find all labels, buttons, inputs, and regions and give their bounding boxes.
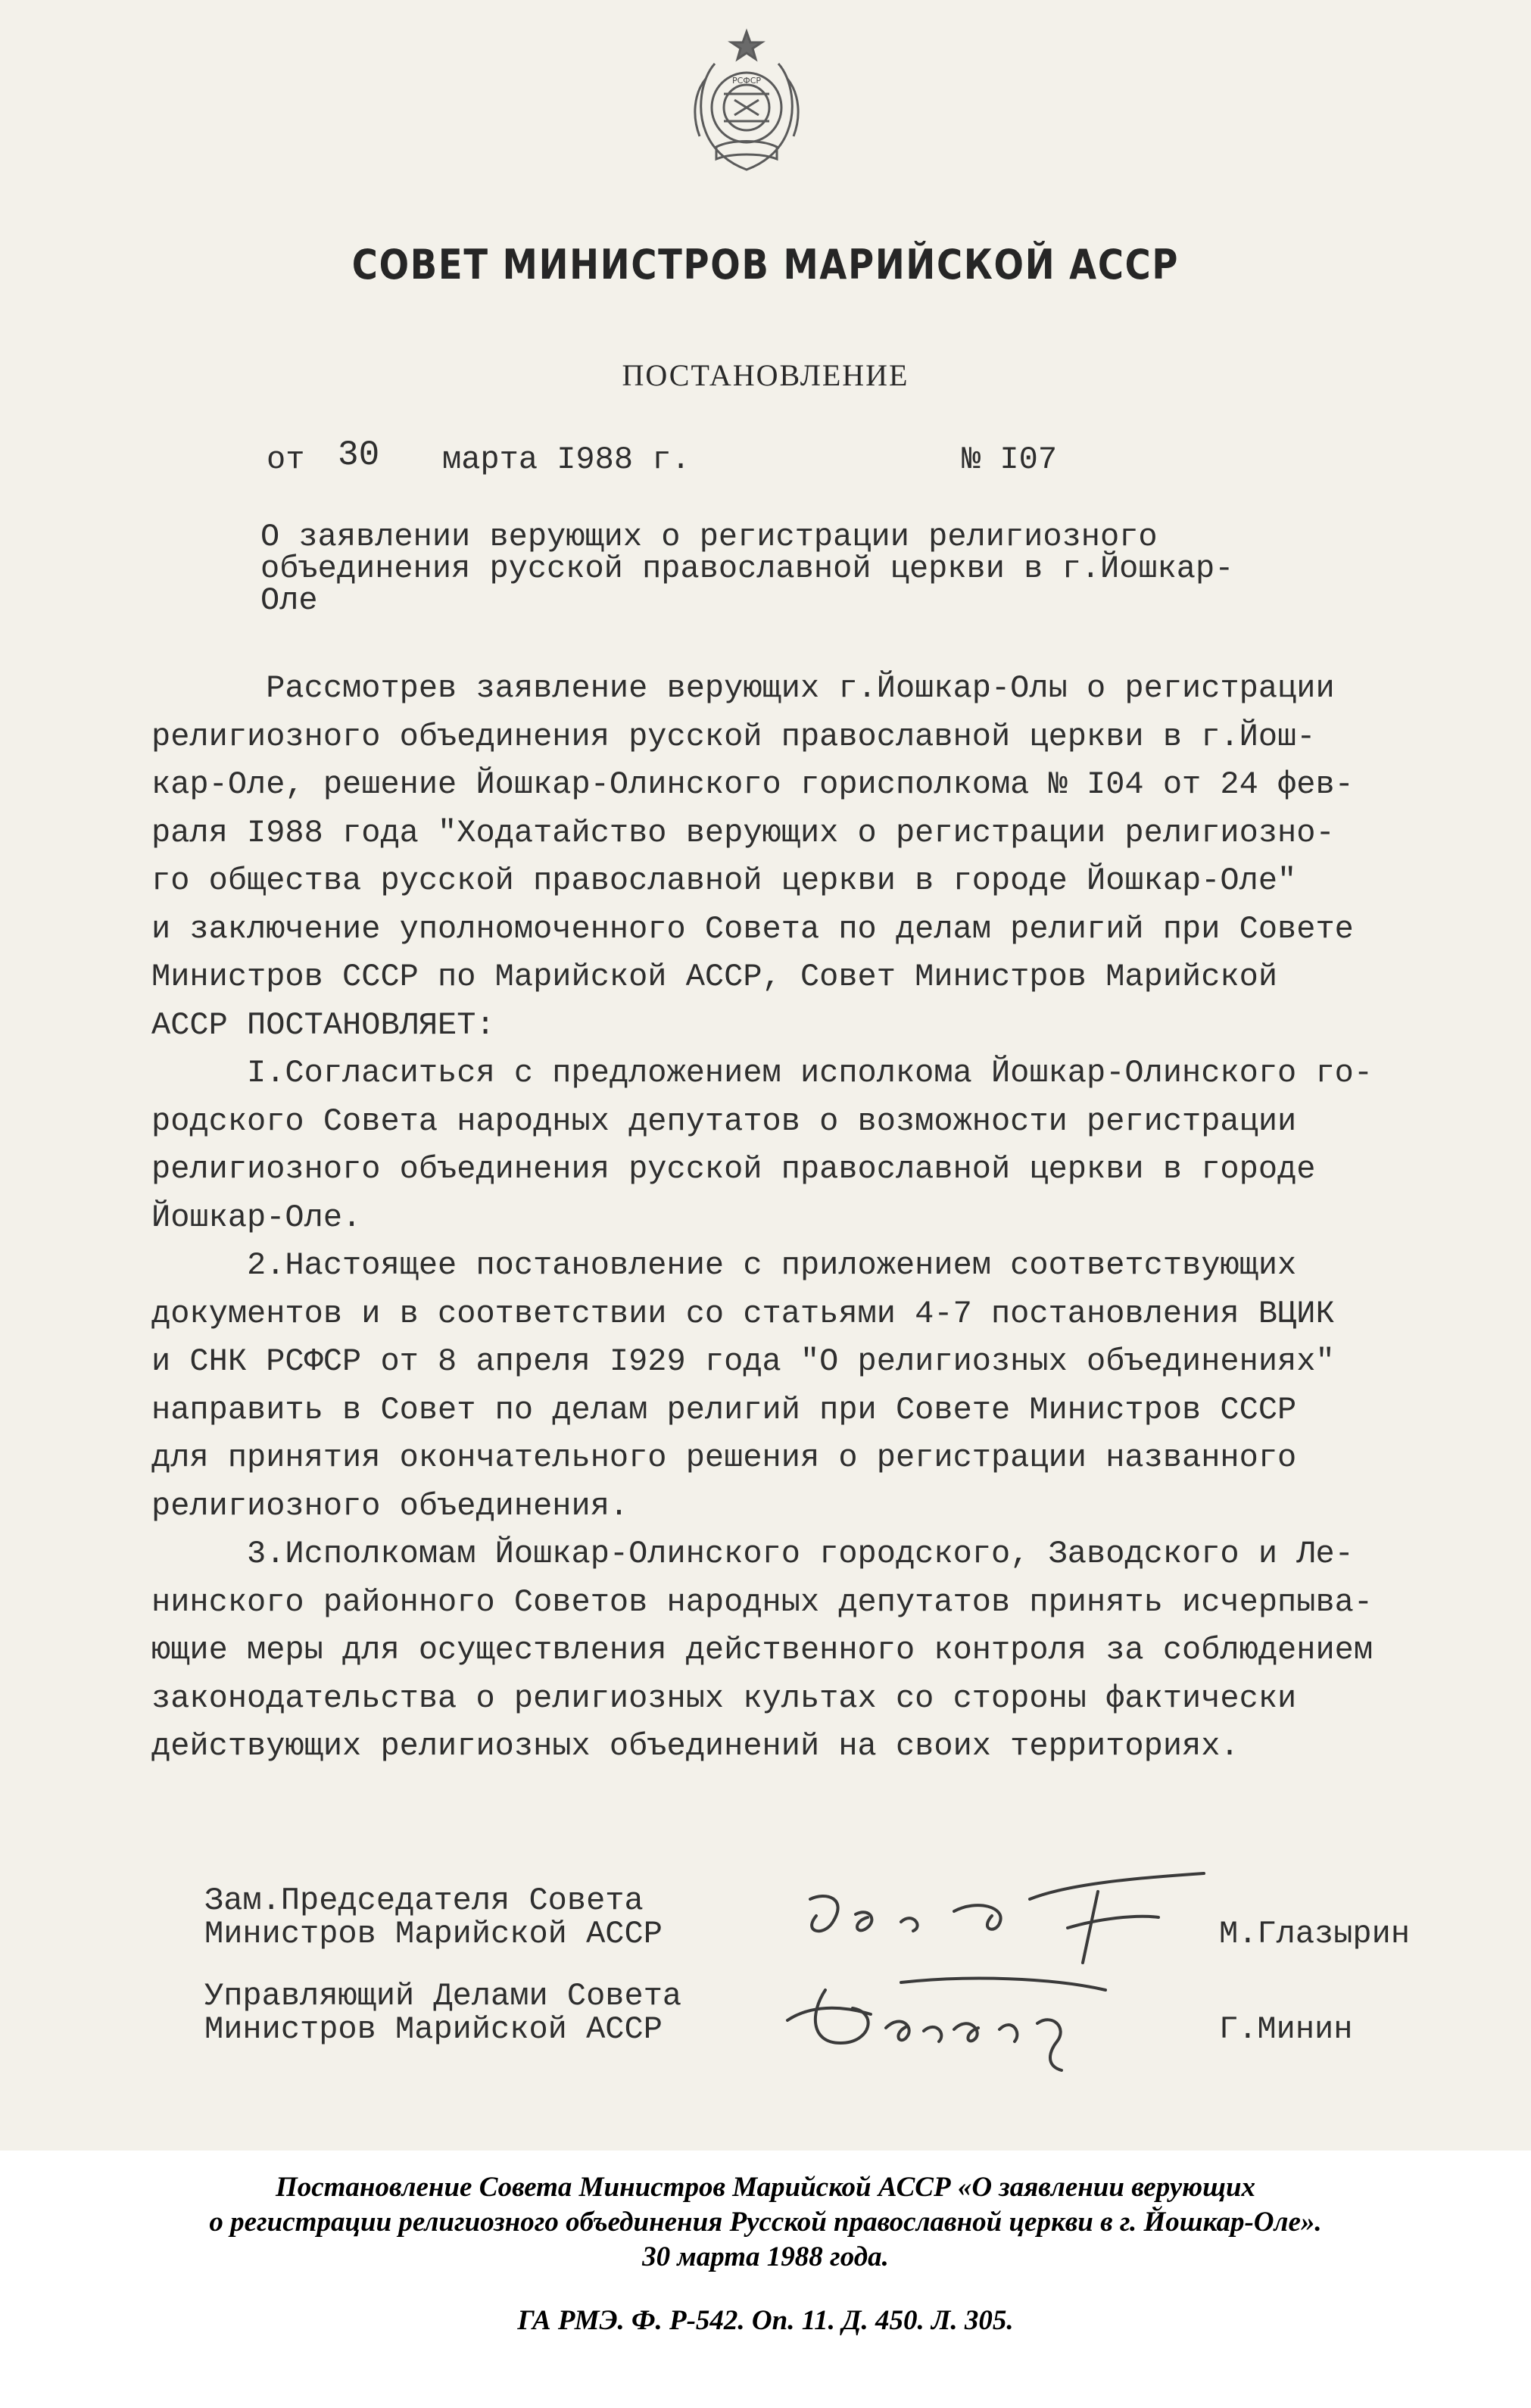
subject-line: объединения русской православной церкви в г.Йошкар- bbox=[260, 551, 1234, 587]
signature-section bbox=[204, 1884, 1492, 2058]
body-line: и СНК РСФСР от 8 апреля I929 года "О религиозных объединениях" bbox=[151, 1343, 1335, 1380]
body-line: религиозного объединения. bbox=[151, 1487, 629, 1524]
body-line: документов и в соответствии со статьями 4-7 постановления ВЦИК bbox=[151, 1295, 1335, 1332]
body-line: для принятия окончательного решения о регистрации названного bbox=[151, 1439, 1297, 1476]
body-line: действующих религиозных объединений на своих территориях. bbox=[151, 1728, 1239, 1764]
body-line: Рассмотрев заявление верующих г.Йошкар-Олы о регистрации bbox=[151, 670, 1335, 706]
caption-line: Постановление Совета Министров Марийской АССР «О заявлении верующих bbox=[275, 2172, 1256, 2203]
date-month-year: марта I988 г. bbox=[442, 441, 691, 478]
document-number: № I07 bbox=[962, 441, 1058, 478]
handwritten-signature bbox=[780, 1869, 1249, 1967]
coat-of-arms-emblem bbox=[671, 26, 822, 185]
document-body bbox=[151, 665, 1484, 1771]
subject-line: Оле bbox=[260, 582, 318, 619]
caption-line: 30 марта 1988 года. bbox=[642, 2241, 889, 2272]
archive-reference: ГА РМЭ. Ф. Р-542. Оп. 11. Д. 450. Л. 305. bbox=[517, 2305, 1014, 2336]
document-subject bbox=[260, 519, 1234, 619]
body-line: 2.Настоящее постановление с приложением соответствующих bbox=[151, 1247, 1297, 1284]
body-line: Йошкар-Оле. bbox=[151, 1199, 362, 1236]
date-day: 30 bbox=[338, 435, 380, 475]
body-line: и заключение уполномоченного Совета по делам религий при Совете bbox=[151, 910, 1354, 947]
caption-line: о регистрации религиозного объединения Русской православной церкви в г. Йошкар-Оле». bbox=[209, 2207, 1322, 2238]
signatory-name: Г.Минин bbox=[1219, 2011, 1353, 2048]
emblem-text: РСФСР bbox=[731, 76, 762, 86]
body-line: направить в Совет по делам религий при Совете Министров СССР bbox=[151, 1391, 1297, 1428]
body-line: ющие меры для осуществления действенного контроля за соблюдением bbox=[151, 1632, 1374, 1668]
body-line: религиозного объединения русской православной церкви в г.Йош- bbox=[151, 718, 1316, 755]
body-line: го общества русской православной церкви в городе Йошкар-Оле" bbox=[151, 862, 1297, 899]
signatory-name: М.Глазырин bbox=[1219, 1916, 1411, 1952]
body-line: родского Совета народных депутатов о возможности регистрации bbox=[151, 1103, 1297, 1140]
body-line: АССР ПОСТАНОВЛЯЕТ: bbox=[151, 1006, 495, 1043]
body-line: раля I988 года "Ходатайство верующих о регистрации религиозно- bbox=[151, 814, 1335, 851]
body-line: кар-Оле, решение Йошкар-Олинского горисполкома № I04 от 24 фев- bbox=[151, 766, 1354, 803]
organization-title: СОВЕТ МИНИСТРОВ МАРИЙСКОЙ АССР bbox=[351, 241, 1180, 289]
date-prefix: от bbox=[267, 441, 305, 478]
subject-line: О заявлении верующих о регистрации религиозного bbox=[260, 519, 1158, 555]
document-type: ПОСТАНОВЛЕНИЕ bbox=[622, 358, 909, 392]
body-line: 3.Исполкомам Йошкар-Олинского городского, Заводского и Ле- bbox=[151, 1536, 1354, 1572]
signatory-title: Зам.Председателя Совета Министров Марийской АССР bbox=[204, 1882, 663, 1952]
body-line: религиозного объединения русской православной церкви в городе bbox=[151, 1151, 1316, 1187]
signatory-title: Управляющий Делами Совета Министров Марийской АССР bbox=[204, 1978, 682, 2048]
body-line: I.Согласиться с предложением исполкома Йошкар-Олинского го- bbox=[151, 1055, 1374, 1091]
body-line: законодательства о религиозных культах со стороны фактически bbox=[151, 1680, 1297, 1717]
image-caption bbox=[0, 2170, 1531, 2338]
body-line: Министров СССР по Марийской АССР, Совет Министров Марийской bbox=[151, 959, 1278, 995]
body-line: нинского районного Советов народных депутатов принять исчерпыва- bbox=[151, 1583, 1374, 1620]
handwritten-signature bbox=[780, 1960, 1204, 2073]
